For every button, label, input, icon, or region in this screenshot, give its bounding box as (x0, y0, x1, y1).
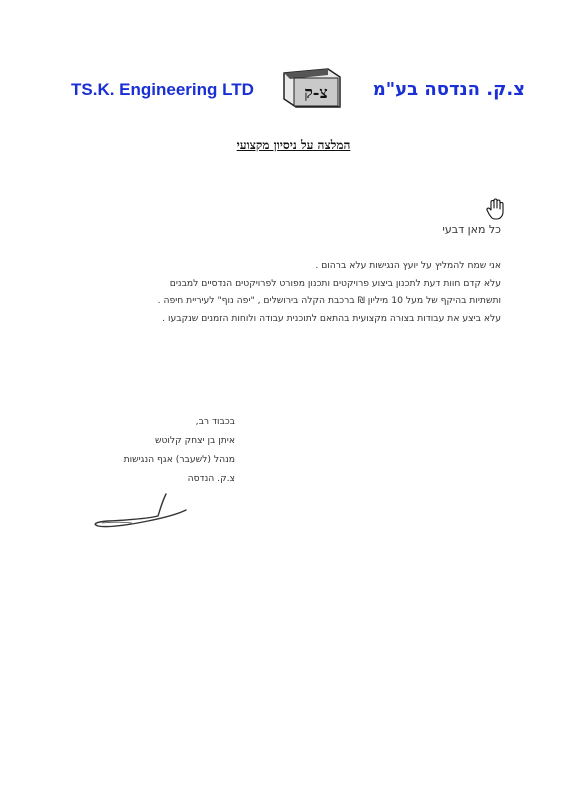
logo-text: צ-ק (304, 83, 328, 102)
company-logo (282, 67, 342, 109)
closing-line: איתן בן יצחק קלוטש (154, 435, 235, 446)
letter-greeting: כל מאן דבעי (442, 223, 501, 236)
body-line: עלא קדם חוות דעת לתכנון ביצוע פרויקטים ותכנון מפורט לפרויקטים הנדסיים למבנים (169, 277, 501, 289)
letter-title: המלצה על ניסיון מקצועי (236, 138, 351, 152)
closing-line: צ.ק. הנדסה (187, 473, 235, 484)
body-line: עלא ביצע את עבודות בצורה מקצועית בהתאם לתוכנית עבודה ולוחות הזמנים שנקבעו . (162, 312, 501, 324)
body-line: ותשתיות בהיקף של מעל 10 מיליון ₪ ברכבת הקלה בירושלים , "יפה נוף" לעיריית חיפה . (157, 295, 501, 306)
closing-line: מנהל (לשעבר) אגף הנגישות (123, 454, 235, 465)
handwritten-signature (88, 492, 188, 532)
closing-line: בכבוד רב, (195, 416, 235, 427)
company-name-english: TS.K. Engineering LTD (71, 80, 254, 99)
letter-closing (124, 412, 235, 488)
body-line: אני שמח להמליץ על יועץ הנגישות עלא ברהום . (315, 260, 501, 271)
company-name-hebrew: צ.ק. הנדסה בע"מ (372, 79, 525, 100)
letter-body (61, 257, 501, 327)
hand-cursor-icon (485, 198, 505, 220)
